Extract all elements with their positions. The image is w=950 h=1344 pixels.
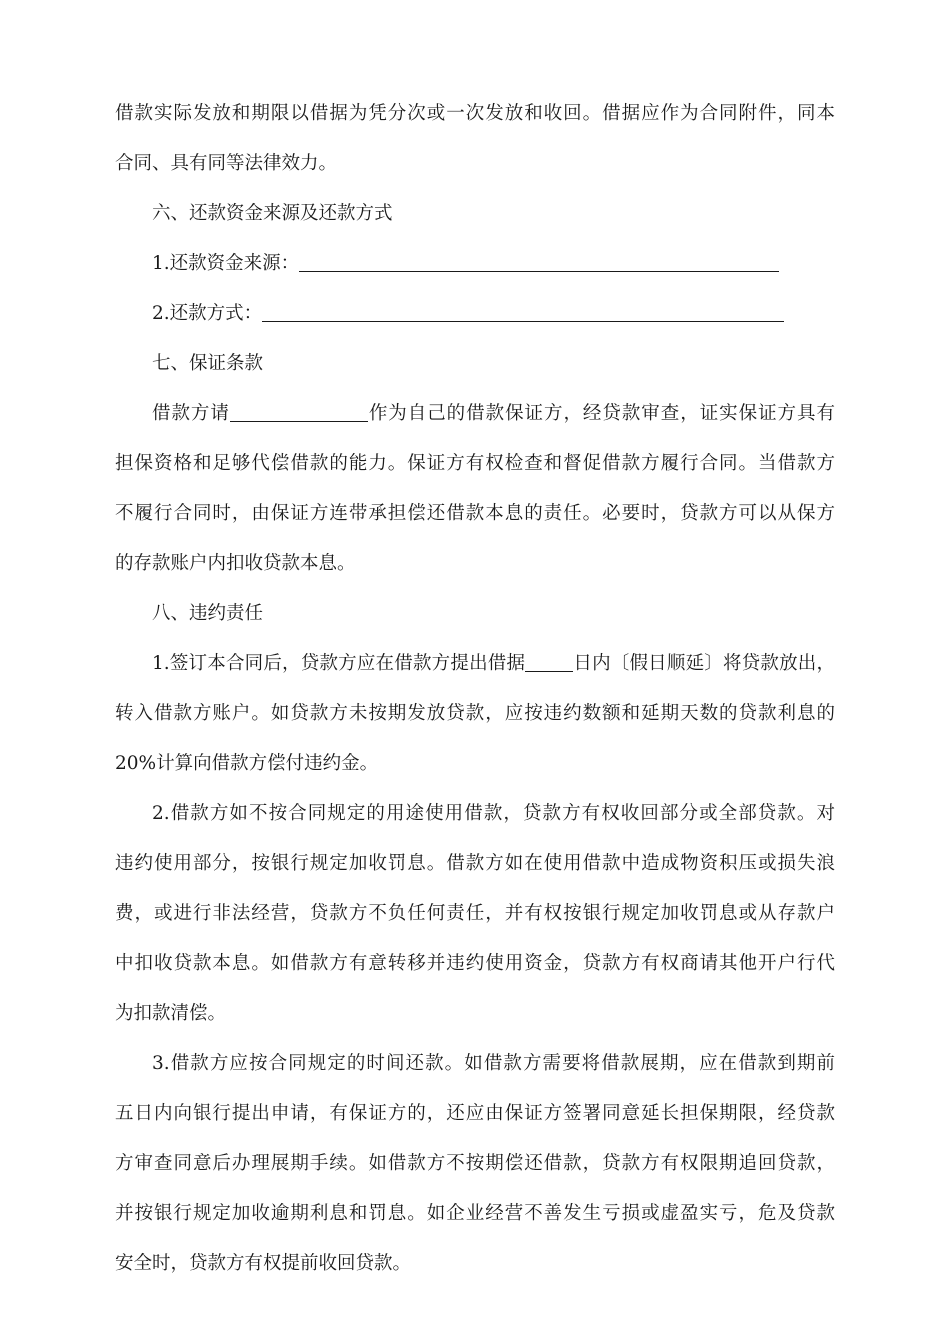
- paragraph-line: 五日内向银行提出申请，有保证方的，还应由保证方签署同意延长担保期限，经贷款: [115, 1103, 835, 1124]
- guarantor-blank[interactable]: [230, 403, 368, 422]
- section-heading: 八、违约责任: [152, 603, 264, 624]
- paragraph-line: 20%计算向借款方偿付违约金。: [115, 753, 379, 774]
- guarantor-line: [152, 399, 835, 429]
- paragraph-line: 的存款账户内扣收贷款本息。: [115, 553, 356, 574]
- days-blank[interactable]: [525, 653, 573, 672]
- repayment-method-blank[interactable]: [262, 303, 784, 322]
- repayment-source-blank[interactable]: [299, 253, 779, 272]
- paragraph-line: 3.借款方应按合同规定的时间还款。如借款方需要将借款展期，应在借款到期前: [152, 1053, 835, 1074]
- paragraph-line: 方审查同意后办理展期手续。如借款方不按期偿还借款，贷款方有权限期追回贷款，: [115, 1153, 835, 1174]
- text-run: 借款方请: [152, 403, 230, 424]
- paragraph-line: 借款实际发放和期限以借据为凭分次或一次发放和收回。借据应作为合同附件，同本: [115, 103, 835, 124]
- text-run: 作为自己的借款保证方，经贷款审查，证实保证方具有: [367, 403, 835, 424]
- text-run: 1.签订本合同后，贷款方应在借款方提出借据: [152, 653, 526, 674]
- loan-release-line: [152, 649, 835, 679]
- paragraph-line: 费，或进行非法经营，贷款方不负任何责任，并有权按银行规定加收罚息或从存款户: [115, 903, 835, 924]
- paragraph-line: 并按银行规定加收逾期利息和罚息。如企业经营不善发生亏损或虚盈实亏，危及贷款: [115, 1203, 835, 1224]
- repayment-method-line: [152, 299, 950, 329]
- field-label: 1.还款资金来源：: [152, 253, 300, 274]
- paragraph-line: 担保资格和足够代偿借款的能力。保证方有权检查和督促借款方履行合同。当借款方: [115, 453, 835, 474]
- paragraph-line: 违约使用部分，按银行规定加收罚息。借款方如在使用借款中造成物资积压或损失浪: [115, 853, 835, 874]
- section-heading: 六、还款资金来源及还款方式: [152, 203, 393, 224]
- paragraph-line: 为扣款清偿。: [115, 1003, 227, 1024]
- field-label: 2.还款方式：: [152, 303, 263, 324]
- paragraph-line: 中扣收贷款本息。如借款方有意转移并违约使用资金，贷款方有权商请其他开户行代: [115, 953, 835, 974]
- paragraph-line: 安全时，贷款方有权提前收回贷款。: [115, 1253, 412, 1274]
- paragraph-line: 合同、具有同等法律效力。: [115, 153, 338, 174]
- repayment-source-line: [152, 249, 950, 279]
- section-heading: 七、保证条款: [152, 353, 264, 374]
- text-run: 日内〔假日顺延〕将贷款放出，: [573, 653, 835, 674]
- paragraph-line: 转入借款方账户。如贷款方未按期发放贷款，应按违约数额和延期天数的贷款利息的: [115, 703, 835, 724]
- paragraph-line: 不履行合同时，由保证方连带承担偿还借款本息的责任。必要时，贷款方可以从保方: [115, 503, 835, 524]
- paragraph-line: 2.借款方如不按合同规定的用途使用借款，贷款方有权收回部分或全部贷款。对: [152, 803, 835, 824]
